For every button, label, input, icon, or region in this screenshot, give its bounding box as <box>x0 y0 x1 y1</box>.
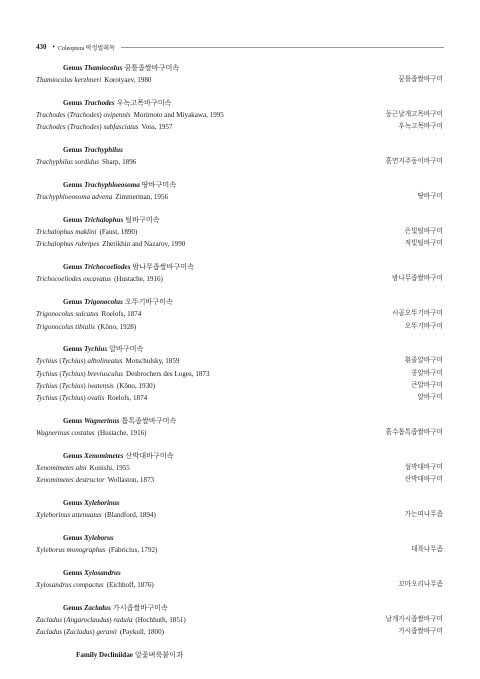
species-entry <box>36 380 155 392</box>
species-name: Zacladus <box>36 628 63 637</box>
genus-name: Xenomimetes <box>84 451 124 460</box>
genus-heading: Genus Wagnerinus 톱톡좁쌀바구미속 <box>63 416 177 425</box>
genus-heading: Genus Xylosandrus <box>63 568 121 577</box>
species-korean-name: 알바구미 <box>417 394 443 402</box>
genus-korean-name: 산박대바구미속 <box>125 451 174 460</box>
species-entry <box>36 544 157 556</box>
species-row <box>36 579 443 591</box>
genus-heading: Genus Xenomimetes 산박대바구미속 <box>63 451 174 460</box>
genus-name: Trigonocolus <box>84 297 123 306</box>
species-korean-name: 섬박대바구미 <box>404 464 443 472</box>
genus-heading: Genus Thamiocolus 꿈틀좁쌀바구미속 <box>63 64 180 72</box>
species-epithet: albolineatus <box>87 357 123 366</box>
species-author: (Hustache, 1916) <box>114 275 163 284</box>
species-name: Trichalophus maklini <box>36 228 97 237</box>
species-name: Trigonocolus tibialis <box>36 322 95 331</box>
species-author: Sharp, 1896 <box>102 158 137 167</box>
subgenus: (Tychius) <box>59 382 86 391</box>
species-korean-name: 가시좁쌀바구미 <box>398 628 443 636</box>
species-korean-name: 오뚜기바구미 <box>404 322 443 330</box>
species-epithet: subfasciatus <box>103 123 139 132</box>
subgenus: (Tychius) <box>59 369 86 378</box>
genus-korean-name: 가시좁쌀바구미속 <box>112 603 168 612</box>
species-entry <box>36 509 156 521</box>
species-name: Zacladus <box>36 615 63 624</box>
subgenus: (Trachodes) <box>67 123 102 132</box>
species-author: Morimoto and Miyakawa, 1995 <box>133 111 224 120</box>
species-row <box>36 226 443 238</box>
species-name: Xyleborinus attenuatus <box>36 511 102 520</box>
species-name: Tychius <box>36 382 58 391</box>
species-row <box>36 273 443 285</box>
species-author: Roelofs, 1874 <box>107 394 148 403</box>
family-name: Family Decliniidae <box>76 650 133 659</box>
genus-name: Zacladus <box>84 603 111 612</box>
species-row <box>36 238 443 250</box>
genus-heading: Genus Trachyphloeosoma 땅바구미속 <box>63 180 177 189</box>
species-name: Xenomimetes destructor <box>36 476 105 485</box>
species-author: Konishi, 1955 <box>89 464 130 473</box>
species-row <box>36 392 443 404</box>
genera-list <box>36 62 443 639</box>
species-author: (Hochhuth, 1851) <box>135 615 186 624</box>
genus-block <box>36 97 443 134</box>
species-author: (Kôno, 1930) <box>116 382 156 391</box>
species-row <box>36 156 443 168</box>
species-epithet: iwatensis <box>87 382 114 391</box>
genus-korean-name: 오뚜기바구미속 <box>124 297 173 306</box>
species-name: Wagnerinus costatus <box>36 429 95 438</box>
species-entry <box>36 156 136 168</box>
genus-korean-name: 톱톡좁쌀바구미속 <box>121 416 177 425</box>
species-entry <box>36 462 130 474</box>
species-korean-name: 우녹고목바구미 <box>398 123 443 131</box>
genus-korean-name: 밤나무좁쌀바구미속 <box>132 263 195 272</box>
species-entry <box>36 626 164 638</box>
species-author: Korotyaev, 1980 <box>104 76 152 85</box>
species-entry <box>36 368 210 380</box>
genus-name: Tychius <box>84 345 108 354</box>
species-row <box>36 191 443 203</box>
species-entry <box>36 121 173 133</box>
species-name: Tychius <box>36 369 58 378</box>
species-epithet: ovipennis <box>103 111 131 120</box>
subgenus: (Trachodes) <box>67 111 102 120</box>
genus-name: Xylosandrus <box>84 568 121 577</box>
family-heading <box>36 649 443 661</box>
species-korean-name: 꿈틀좁쌀바구미 <box>398 76 443 84</box>
species-korean-name: 은빛털바구미 <box>404 228 443 236</box>
genus-heading: Genus Trichalophus 털바구미속 <box>63 215 160 224</box>
species-entry <box>36 579 154 591</box>
species-row <box>36 368 443 380</box>
genus-name: Trichalophus <box>84 215 124 224</box>
species-name: Trigonocolus sulcatus <box>36 310 99 319</box>
species-name: Tychius <box>36 394 58 403</box>
species-entry <box>36 273 163 285</box>
species-name: Xyleborus monographus <box>36 546 106 555</box>
species-entry <box>36 321 136 333</box>
species-korean-name: 둥근날개고목바구미 <box>385 111 443 119</box>
genus-name: Xyleborus <box>84 533 114 542</box>
genus-name: Xyleborinus <box>84 498 120 507</box>
header-rule <box>121 47 444 48</box>
genus-block <box>36 62 443 87</box>
species-entry <box>36 614 186 626</box>
genus-heading: Genus Trachyphilus <box>63 146 123 155</box>
species-korean-name: 밤나무좁쌀바구미 <box>392 275 443 283</box>
species-korean-name: 꼬마오리나무좀 <box>398 581 443 589</box>
species-author: Voss, 1957 <box>141 123 173 132</box>
species-author: Wollaston, 1873 <box>107 476 155 485</box>
header-bullet: • <box>52 43 55 51</box>
family-korean: 알꽃벼룩붙이과 <box>134 650 183 659</box>
species-korean-name: 큰알바구미 <box>411 382 443 390</box>
species-entry <box>36 191 168 203</box>
species-author: Zimmerman, 1956 <box>115 193 169 202</box>
species-row <box>36 380 443 392</box>
species-row <box>36 121 443 133</box>
species-entry <box>36 474 154 486</box>
species-entry <box>36 308 141 320</box>
species-row <box>36 74 443 86</box>
species-entry <box>36 355 179 367</box>
species-row <box>36 474 443 486</box>
genus-heading: Genus Xyleborinus <box>63 498 120 507</box>
subgenus: (Tychius) <box>59 394 86 403</box>
species-author: (Paykull, 1800) <box>119 628 164 637</box>
subgenus: (Zacladus) <box>63 628 95 637</box>
species-author: Desbrochers des Loges, 1873 <box>126 369 210 378</box>
genus-heading: Genus Xyleborus <box>63 533 114 542</box>
species-name: Tychius <box>36 357 58 366</box>
genus-heading: Genus Tychius 알바구미속 <box>63 345 144 354</box>
species-korean-name: 흰줄알바구미 <box>404 357 443 365</box>
species-author: (Eichhoff, 1876) <box>106 581 154 590</box>
subgenus: (Tychius) <box>59 357 86 366</box>
species-author: (Kôno, 1928) <box>97 322 137 331</box>
species-row <box>36 427 443 439</box>
species-name: Trachyphilus sordidus <box>36 158 99 167</box>
species-row <box>36 321 443 333</box>
species-korean-name: 흙먼지주둥이바구미 <box>385 158 443 166</box>
genus-heading: Genus Trichocoeliodes 밤나무좁쌀바구미속 <box>63 263 195 272</box>
genus-block <box>36 343 443 404</box>
species-korean-name: 대륙나무좀 <box>411 546 443 554</box>
species-korean-name: 콩알바구미 <box>411 369 443 377</box>
species-korean-name: 시골오뚜기바구미 <box>392 310 443 318</box>
species-row <box>36 308 443 320</box>
genus-block <box>36 602 443 639</box>
species-row <box>36 355 443 367</box>
genus-heading: Genus Trachodes 우녹고목바구미속 <box>63 98 172 107</box>
species-entry <box>36 109 224 121</box>
genus-korean-name: 꿈틀좁쌀바구미속 <box>124 64 180 72</box>
genus-block <box>36 144 443 169</box>
species-author: (Fabricius, 1792) <box>108 546 158 555</box>
genus-korean-name: 땅바구미속 <box>141 180 177 189</box>
species-epithet: ovalis <box>87 394 105 403</box>
species-row <box>36 544 443 556</box>
species-name: Trichocoeliodes excavatus <box>36 275 112 284</box>
species-author: (Faust, 1890) <box>99 228 138 237</box>
page-number: 430 <box>36 43 47 51</box>
species-author: (Hustache, 1916) <box>97 429 147 438</box>
genus-korean-name: 털바구미속 <box>125 215 160 224</box>
species-epithet: geranii <box>96 628 117 637</box>
genus-block <box>36 179 443 204</box>
genus-name: Trachyphilus <box>84 146 123 155</box>
species-name: Trachodes <box>36 123 66 132</box>
species-name: Thamiocolus kerzhneri <box>36 76 102 85</box>
species-name: Trachyphloeosoma advena <box>36 193 113 202</box>
species-row <box>36 462 443 474</box>
species-name: Xylosandrus compactus <box>36 581 104 590</box>
genus-block <box>36 296 443 333</box>
genus-block <box>36 214 443 251</box>
species-entry <box>36 226 137 238</box>
genus-korean-name: 알바구미속 <box>109 345 144 354</box>
page-header <box>36 41 444 53</box>
genus-block <box>36 532 443 557</box>
species-entry <box>36 392 147 404</box>
species-korean-name: 가는띠나무좀 <box>404 511 443 519</box>
species-epithet: radula <box>113 615 133 624</box>
species-name: Trachodes <box>36 111 66 120</box>
genus-block <box>36 261 443 286</box>
species-row <box>36 626 443 638</box>
species-author: Zherikhin and Nazarov, 1990 <box>102 240 186 249</box>
section-title: Coleoptera 딱정벌레목 <box>57 45 115 52</box>
species-entry <box>36 74 151 86</box>
genus-block <box>36 415 443 440</box>
genus-name: Wagnerinus <box>84 416 120 425</box>
genus-block <box>36 567 443 592</box>
species-name: Xenomimetes alni <box>36 464 87 473</box>
species-author: Motschulsky, 1859 <box>125 357 180 366</box>
species-name: Trichalophus rubripes <box>36 240 100 249</box>
species-row <box>36 614 443 626</box>
genus-korean-name: 우녹고목바구미속 <box>116 98 172 107</box>
species-row <box>36 109 443 121</box>
species-entry <box>36 238 185 250</box>
species-korean-name: 날개가시좁쌀바구미 <box>385 615 443 623</box>
species-epithet: breviusculus <box>87 369 123 378</box>
species-korean-name: 적빛털바구미 <box>404 240 443 248</box>
genus-heading: Genus Zacladus 가시좁쌀바구미속 <box>63 603 168 612</box>
species-list <box>36 62 443 661</box>
genus-block <box>36 497 443 522</box>
species-entry <box>36 427 147 439</box>
subgenus: (Angaroclaudus) <box>63 615 112 624</box>
species-row <box>36 509 443 521</box>
species-author: (Blandford, 1894) <box>104 511 156 520</box>
species-korean-name: 산박대바구미 <box>404 476 443 484</box>
genus-name: Trachyphloeosoma <box>84 180 140 189</box>
genus-name: Trachodes <box>84 98 115 107</box>
genus-block <box>36 450 443 487</box>
genus-name: Trichocoeliodes <box>84 263 131 272</box>
species-korean-name: 땅바구미 <box>417 193 443 201</box>
genus-heading: Genus Trigonocolus 오뚜기바구미속 <box>63 297 173 306</box>
species-korean-name: 흙수톱톡좁쌀바구미 <box>385 429 443 437</box>
genus-name: Thamiocolus <box>84 64 123 72</box>
species-author: Roelofs, 1874 <box>101 310 142 319</box>
